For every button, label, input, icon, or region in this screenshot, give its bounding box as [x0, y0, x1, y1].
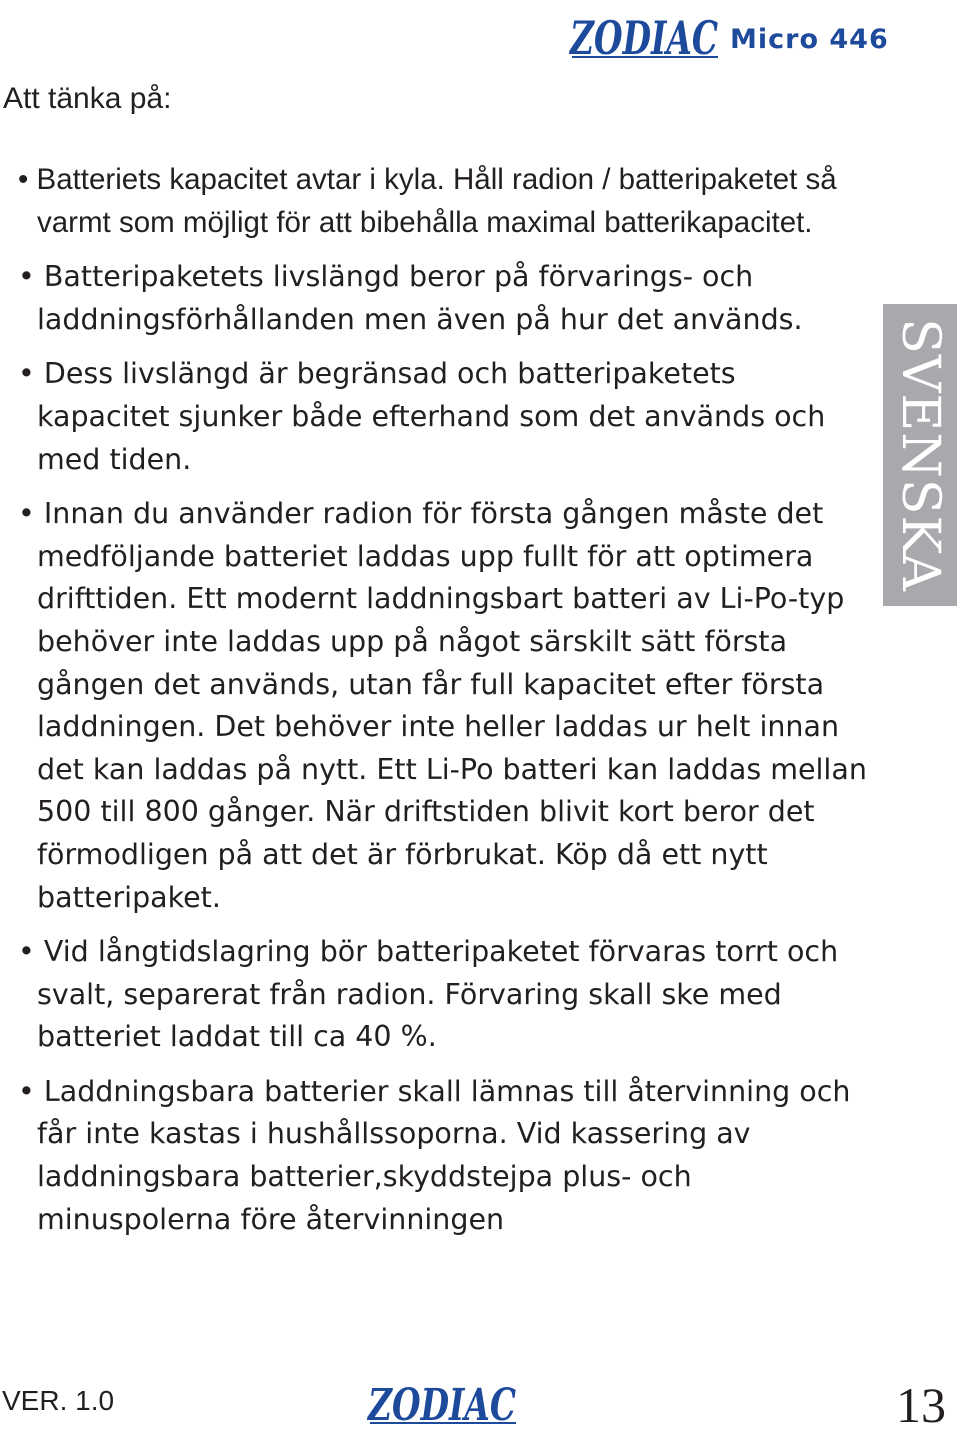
zodiac-logo-icon [366, 1378, 518, 1431]
list-item: • Vid långtidslagring bör batteripaketet förvaras torrt och svalt, separerat från radion. Förvaring skall ske med batteriet laddat till ca 40 %. [18, 935, 839, 1054]
model-name: Micro 446 [730, 24, 889, 55]
language-tab [883, 304, 957, 606]
page-heading: Att tänka på: [3, 82, 172, 115]
list-item: • Laddningsbara batterier skall lämnas till återvinning och får inte kastas i hushållssoporna. Vid kassering av laddningsbara batterier,skyddstejpa plus- och minuspolerna före återvinningen [18, 1074, 851, 1236]
footer-logo [368, 1378, 518, 1432]
version-label: VER. 1.0 [2, 1385, 115, 1416]
list-item: • Dess livslängd är begränsad och batteripaketets kapacitet sjunker både efterhand som det används och med tiden. [18, 357, 826, 476]
bullet-icon: • [18, 260, 35, 294]
language-tab-label: SVENSKA [890, 318, 950, 592]
bullet-icon: • [18, 163, 29, 196]
bullet-icon: • [18, 1074, 35, 1108]
header-logo [568, 10, 720, 65]
list-item: • Batteriets kapacitet avtar i kyla. Håll radion / batteripaketet så varmt som möjligt för att bibehålla maximal batterikapacitet. [18, 163, 837, 239]
list-item: • Batteripaketets livslängd beror på förvarings- och laddningsförhållanden men även på hur det används. [18, 260, 803, 336]
header-brand-text: ZODIAC [568, 11, 719, 65]
bullet-list [0, 159, 870, 1253]
bullet-icon: • [18, 935, 35, 969]
page-number: 13 [896, 1377, 946, 1433]
bullet-icon: • [18, 357, 35, 391]
list-item: • Innan du använder radion för första gången måste det medföljande batteriet laddas upp fullt för att optimera drifttiden. Ett modernt laddningsbart batteri av Li-Po-typ behöver inte laddas upp på något särskilt sätt första gången det används, utan får full kapacitet efter första laddningen. Det behöver inte heller laddas ur helt innan det kan laddas på nytt. Ett Li-Po batteri kan laddas mellan 500 till 800 gånger. När driftstiden blivit kort beror det förmodligen på att det är förbrukat. Köp då ett nytt batteripaket. [18, 497, 867, 914]
bullet-icon: • [18, 497, 35, 531]
zodiac-logo-icon [568, 10, 720, 65]
footer-brand-text: ZODIAC [366, 1380, 516, 1431]
